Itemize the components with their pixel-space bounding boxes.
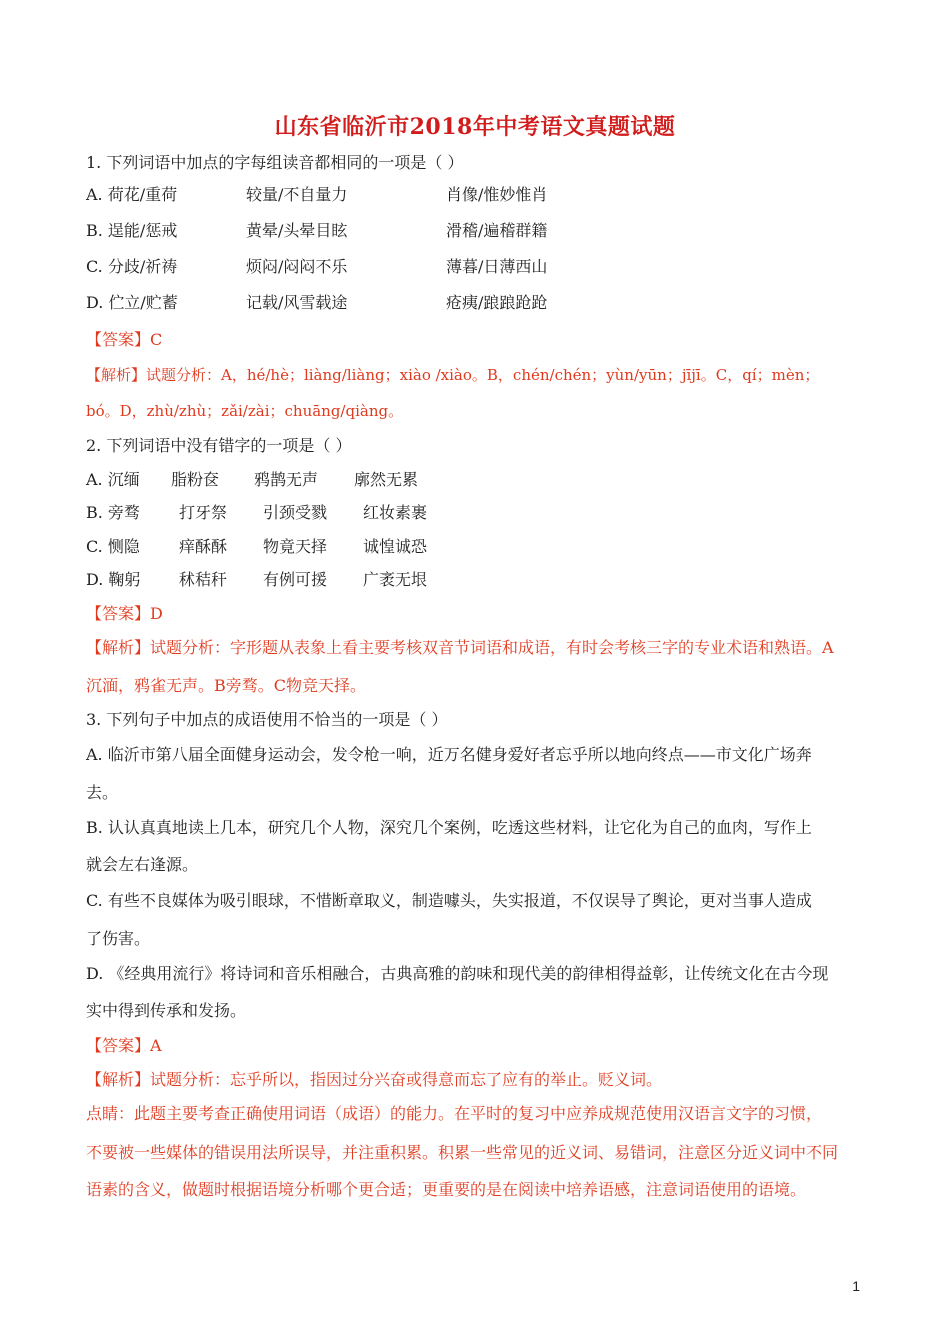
q2-b-col2: 打牙祭 xyxy=(179,503,228,522)
q1-b-col2: 黄晕/头晕目眩 xyxy=(246,221,348,240)
q1-c-col3: 薄暮/日薄西山 xyxy=(446,257,548,276)
q2-b-col1: B. 旁骛 xyxy=(86,503,140,522)
q1-analysis-line-2: bó。D，zhù/zhù；zǎi/zài；chuāng/qiàng。 xyxy=(86,402,404,420)
q3-option-d-line-1: D. 《经典用流行》将诗词和音乐相融合，古典高雅的韵味和现代美的韵律相得益彰，让传统文化在古今现 xyxy=(86,964,829,983)
document-title: 山东省临沂市2018年中考语文真题试题 xyxy=(274,114,676,140)
q2-answer: 【答案】D xyxy=(86,604,163,623)
q2-a-col3: 鸦鹊无声 xyxy=(254,470,319,489)
q2-analysis-line-1: 【解析】试题分析：字形题从表象上看主要考核双音节词语和成语，有时会考核三字的专业术语和熟语。A xyxy=(86,638,834,657)
question-2-stem: 2. 下列词语中没有错字的一项是（ ） xyxy=(86,436,352,455)
q2-c-col2: 痒酥酥 xyxy=(179,537,228,556)
q3-answer: 【答案】A xyxy=(86,1036,162,1055)
q2-a-col1: A. 沉缅 xyxy=(86,470,140,489)
q1-d-col2: 记载/风雪载途 xyxy=(246,293,348,312)
page-number: 1 xyxy=(852,1278,860,1294)
q2-a-col2: 脂粉奁 xyxy=(171,470,220,489)
q3-option-b-line-1: B. 认认真真地读上几本，研究几个人物，深究几个案例，吃透这些材料，让它化为自己的血肉，写作上 xyxy=(86,818,812,837)
q3-option-c-line-1: C. 有些不良媒体为吸引眼球，不惜断章取义，制造噱头，失实报道，不仅误导了舆论，更对当事人造成 xyxy=(86,891,812,910)
q2-analysis-line-2: 沉湎，鸦雀无声。B旁骛。C物竞天择。 xyxy=(86,676,367,695)
q1-answer: 【答案】C xyxy=(86,330,163,349)
q2-b-col4: 红妆素裹 xyxy=(363,503,428,522)
q2-a-col4: 廓然无累 xyxy=(354,470,419,489)
q2-d-col4: 广袤无垠 xyxy=(363,570,428,589)
q3-option-c-line-2: 了伤害。 xyxy=(86,929,151,948)
q1-analysis-line-1: 【解析】试题分析：A，hé/hè；liàng/liàng；xiào /xiào。B，chén/chén；yùn/yūn；jījī。C，qí；mèn； xyxy=(86,366,820,384)
question-1-stem: 1. 下列词语中加点的字每组读音都相同的一项是（ ） xyxy=(86,153,464,172)
q3-option-d-line-2: 实中得到传承和发扬。 xyxy=(86,1001,247,1020)
q2-c-col1: C. 恻隐 xyxy=(86,537,140,556)
q3-option-a-line-2: 去。 xyxy=(86,783,119,802)
q2-b-col3: 引颈受戮 xyxy=(263,503,328,522)
q3-note-line-2: 不要被一些媒体的错误用法所误导，并注重积累。积累一些常见的近义词、易错词，注意区分近义词中不同 xyxy=(86,1143,839,1162)
q3-analysis: 【解析】试题分析：忘乎所以，指因过分兴奋或得意而忘了应有的举止。贬义词。 xyxy=(86,1070,663,1089)
q2-d-col2: 秫秸秆 xyxy=(179,570,228,589)
q3-note-line-1: 点睛：此题主要考查正确使用词语（成语）的能力。在平时的复习中应养成规范使用汉语言文字的习惯， xyxy=(86,1104,823,1123)
q1-a-col2: 较量/不自量力 xyxy=(246,185,348,204)
q1-b-col3: 滑稽/遍稽群籍 xyxy=(446,221,548,240)
q2-d-col1: D. 鞠躬 xyxy=(86,570,141,589)
q2-d-col3: 有例可援 xyxy=(263,570,328,589)
q3-option-a-line-1: A. 临沂市第八届全面健身运动会，发令枪一响，近万名健身爱好者忘乎所以地向终点——市文化广场奔 xyxy=(86,745,812,764)
q3-note-line-3: 语素的含义，做题时根据语境分析哪个更合适；更重要的是在阅读中培养语感，注意词语使用的语境。 xyxy=(86,1180,807,1199)
q1-c-col2: 烦闷/闷闷不乐 xyxy=(246,257,348,276)
question-3-stem: 3. 下列句子中加点的成语使用不恰当的一项是（ ） xyxy=(86,710,448,729)
q3-option-b-line-2: 就会左右逢源。 xyxy=(86,855,199,874)
q2-c-col4: 诚惶诚恐 xyxy=(363,537,428,556)
q2-c-col3: 物竟天择 xyxy=(263,537,328,556)
q1-c-col1: C. 分歧/祈祷 xyxy=(86,257,178,276)
q1-a-col3: 肖像/惟妙惟肖 xyxy=(446,185,548,204)
q1-a-col1: A. 荷花/重荷 xyxy=(86,185,178,204)
q1-d-col3: 疮痍/踉踉跄跄 xyxy=(446,293,548,312)
q1-d-col1: D. 伫立/贮蓄 xyxy=(86,293,178,312)
q1-b-col1: B. 逞能/惩戒 xyxy=(86,221,178,240)
